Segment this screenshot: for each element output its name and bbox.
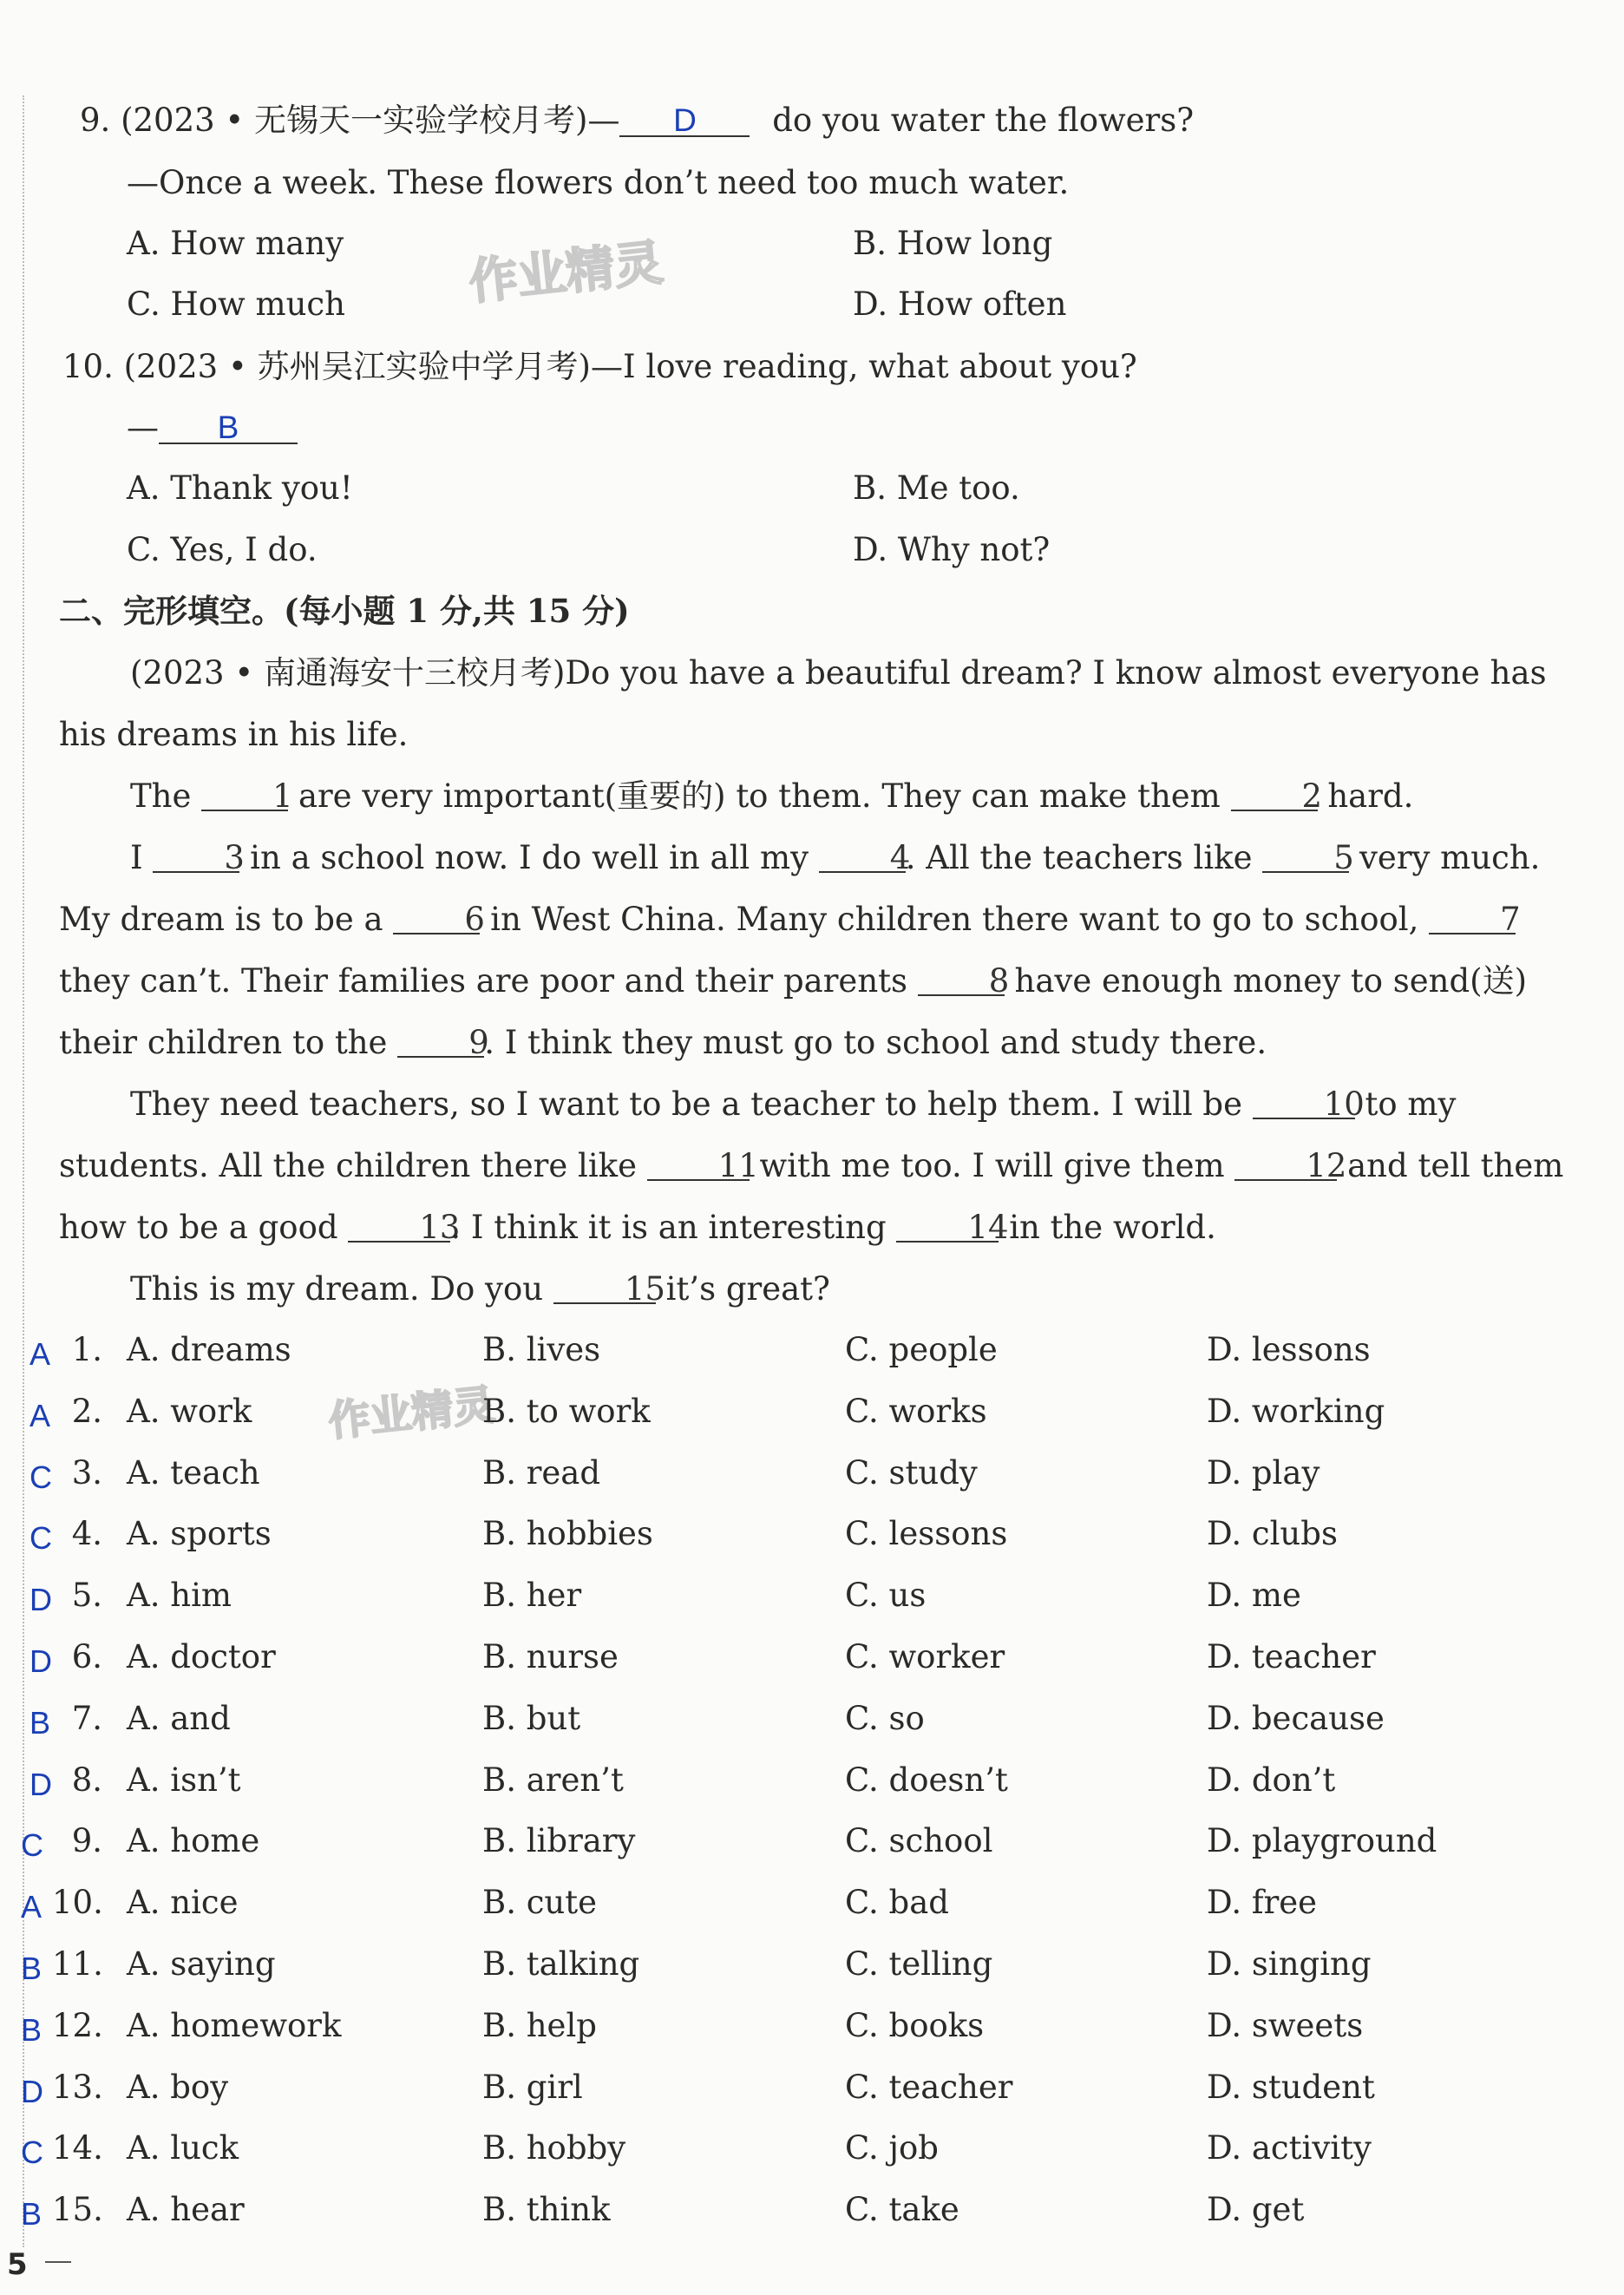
cloze-blank-2[interactable]: 2 [1231, 784, 1318, 811]
option-b[interactable]: B. her [482, 1577, 582, 1615]
option-d[interactable]: D. free [1207, 1884, 1318, 1922]
answer-mark: D [29, 1582, 52, 1618]
cloze-blank-5[interactable]: 5 [1262, 845, 1349, 873]
option-a[interactable]: A. work [127, 1392, 252, 1430]
cloze-item-number: 4. [71, 1515, 102, 1553]
option-d[interactable]: D. teacher [1207, 1638, 1376, 1675]
option-b[interactable]: B. lives [482, 1331, 601, 1368]
watermark-logo: 作业精灵 [326, 1380, 497, 1446]
passage-paragraph-4: They need teachers, so I want to be a teacher to help them. I will be 10 to my students. All the children there like 11 with me too. I will give them 12 and tell them how to be a good 13. I think it is an interesting 14 in the world. [59, 1085, 1564, 1246]
option-a[interactable]: A. saying [127, 1945, 276, 1983]
cloze-blank-8[interactable]: 8 [918, 968, 1005, 996]
page-number-dash [45, 2261, 71, 2263]
option-c[interactable]: C. bad [845, 1884, 949, 1922]
answer-mark: D [29, 1643, 52, 1679]
section-title: 二、完形填空。(每小题 1 分,共 15 分) [59, 592, 630, 630]
question-number: 9. [80, 102, 111, 139]
cloze-blank-4[interactable]: 4 [819, 845, 906, 873]
cloze-item-number: 2. [71, 1392, 102, 1430]
option-c[interactable]: C. us [845, 1577, 927, 1615]
cloze-item-number: 14. [52, 2129, 103, 2167]
option-d[interactable]: D. playground [1207, 1822, 1437, 1860]
option-b[interactable]: B. aren’t [482, 1761, 624, 1799]
cloze-blank-9[interactable]: 9 [397, 1030, 484, 1058]
option-a[interactable]: A. How many [127, 225, 344, 262]
option-a[interactable]: A. him [127, 1577, 232, 1615]
option-d[interactable]: D. activity [1207, 2129, 1372, 2167]
question-9-reply: —Once a week. These flowers don’t need too much water. [127, 164, 1070, 201]
option-c[interactable]: C. study [845, 1453, 978, 1492]
option-a[interactable]: A. homework [127, 2006, 342, 2044]
option-d[interactable]: D. me [1207, 1577, 1301, 1615]
option-c[interactable]: C. so [845, 1699, 925, 1737]
option-b[interactable]: B. talking [482, 1945, 640, 1983]
question-source: (2023 • 无锡天一实验学校月考)— [121, 102, 620, 139]
option-a[interactable]: A. and [127, 1699, 231, 1737]
answer-mark: B [21, 2011, 43, 2048]
option-d[interactable]: D. lessons [1207, 1331, 1371, 1368]
option-b[interactable]: B. cute [482, 1884, 598, 1922]
option-c[interactable]: C. people [845, 1331, 998, 1368]
answer-mark: D [21, 2073, 43, 2109]
option-a[interactable]: A. Thank you! [127, 469, 353, 507]
question-number: 10. [62, 348, 114, 385]
cloze-blank-1[interactable]: 1 [201, 784, 288, 811]
answer-mark: B [29, 1704, 51, 1741]
option-c[interactable]: C. teacher [845, 2068, 1013, 2106]
answer-mark: C [21, 1827, 43, 1864]
answer-mark: A [29, 1397, 51, 1433]
option-c[interactable]: C. books [845, 2006, 985, 2044]
passage-paragraph-2: The 1 are very important(重要的) to them. They can make them 2 hard. [130, 777, 1414, 815]
option-d[interactable]: D. play [1207, 1453, 1320, 1492]
option-d[interactable]: D. don’t [1207, 1761, 1336, 1799]
answer-mark: A [29, 1336, 51, 1372]
answer-mark: C [29, 1459, 52, 1495]
cloze-blank-11[interactable]: 11 [647, 1153, 750, 1181]
option-d[interactable]: D. clubs [1207, 1515, 1338, 1553]
option-b[interactable]: B. help [482, 2006, 597, 2044]
option-a[interactable]: A. hear [127, 2191, 245, 2229]
option-c[interactable]: C. doesn’t [845, 1761, 1008, 1799]
option-b[interactable]: B. nurse [482, 1638, 619, 1675]
answer-mark: A [21, 1889, 43, 1925]
option-a[interactable]: A. home [127, 1822, 260, 1860]
answer-mark: C [21, 2134, 43, 2171]
cloze-blank-7[interactable]: 7 [1429, 907, 1516, 934]
passage-paragraph-5: This is my dream. Do you 15 it’s great? [130, 1270, 830, 1308]
cloze-item-number: 5. [71, 1577, 102, 1615]
answer-mark: B [21, 2196, 43, 2233]
option-a[interactable]: A. luck [127, 2129, 239, 2167]
answer-mark: D [29, 1766, 52, 1802]
option-a[interactable]: A. dreams [127, 1331, 291, 1368]
option-c[interactable]: C. telling [845, 1945, 993, 1983]
question-9 [80, 104, 1194, 137]
option-a[interactable]: A. boy [127, 2068, 229, 2106]
option-d[interactable]: D. Why not? [853, 531, 1051, 568]
cloze-blank-15[interactable]: 15 [553, 1276, 656, 1304]
option-c[interactable]: C. lessons [845, 1515, 1008, 1553]
passage-paragraph-3: I 3 in a school now. I do well in all my 4. All the teachers like 5 very much. My dream is to be a 6 in West China. Many children there want to go to school, 7 they can’t. Their families are poor and their parents 8 have enough money to send(送) their children to the 9. I think they must go to school and study there. [59, 839, 1541, 1061]
cloze-item-number: 3. [71, 1453, 102, 1492]
option-d[interactable]: D. student [1207, 2068, 1375, 2106]
option-c[interactable]: C. take [845, 2191, 959, 2229]
cloze-blank-12[interactable]: 12 [1234, 1153, 1337, 1181]
option-b[interactable]: B. girl [482, 2068, 583, 2106]
option-d[interactable]: D. How often [853, 285, 1067, 323]
option-c[interactable]: C. worker [845, 1638, 1005, 1675]
binding-margin-line [23, 95, 24, 2247]
question-source: (2023 • 苏州吴江实验中学月考)—I love reading, what about you? [123, 348, 1137, 385]
watermark-logo: 作业精灵 [466, 234, 666, 311]
question-10 [62, 348, 1137, 385]
cloze-item-number: 15. [52, 2191, 103, 2229]
cloze-item-number: 1. [71, 1331, 102, 1368]
option-a[interactable]: A. nice [127, 1884, 239, 1922]
answer-mark: B [21, 1951, 43, 1986]
cloze-item-number: 11. [52, 1945, 103, 1983]
cloze-item-number: 7. [71, 1699, 102, 1737]
option-c[interactable]: C. How much [127, 285, 345, 323]
cloze-blank-14[interactable]: 14 [896, 1215, 999, 1243]
answer-blank[interactable]: D [619, 106, 750, 137]
cloze-blank-10[interactable]: 10 [1253, 1092, 1355, 1119]
answer-blank[interactable]: B [159, 413, 298, 444]
option-d[interactable]: D. because [1207, 1699, 1385, 1737]
cloze-blank-13[interactable]: 13 [348, 1215, 450, 1243]
cloze-item-number: 9. [71, 1822, 102, 1860]
option-b[interactable]: B. hobbies [482, 1515, 653, 1553]
answer-mark: C [29, 1520, 52, 1557]
option-c[interactable]: C. job [845, 2129, 939, 2167]
option-d[interactable]: D. get [1207, 2191, 1305, 2229]
question-text: do you water the flowers? [772, 102, 1195, 139]
option-b[interactable]: B. How long [853, 225, 1053, 262]
option-c[interactable]: C. works [845, 1392, 987, 1430]
page-number: 5 [7, 2247, 28, 2282]
option-a[interactable]: A. sports [127, 1515, 272, 1553]
question-10-reply [127, 411, 298, 444]
option-c[interactable]: C. Yes, I do. [127, 531, 318, 568]
option-d[interactable]: D. sweets [1207, 2006, 1364, 2044]
option-b[interactable]: B. hobby [482, 2129, 626, 2167]
option-a[interactable]: A. teach [127, 1453, 260, 1492]
option-a[interactable]: A. doctor [127, 1638, 276, 1675]
cloze-item-number: 12. [52, 2006, 103, 2044]
cloze-item-number: 13. [52, 2068, 103, 2106]
cloze-item-number: 10. [52, 1884, 103, 1922]
cloze-item-number: 8. [71, 1761, 102, 1799]
option-b[interactable]: B. library [482, 1822, 636, 1860]
option-b[interactable]: B. think [482, 2191, 611, 2229]
option-b[interactable]: B. Me too. [853, 469, 1020, 507]
option-b[interactable]: B. to work [482, 1392, 651, 1430]
cloze-blank-3[interactable]: 3 [153, 845, 239, 873]
option-b[interactable]: B. read [482, 1453, 601, 1492]
option-a[interactable]: A. isn’t [127, 1761, 241, 1799]
reply-dash: — [127, 409, 159, 446]
option-d[interactable]: D. singing [1207, 1945, 1372, 1983]
option-b[interactable]: B. but [482, 1699, 581, 1737]
cloze-item-number: 6. [71, 1638, 102, 1675]
option-d[interactable]: D. working [1207, 1392, 1385, 1430]
passage-paragraph-1: (2023 • 南通海安十三校月考)Do you have a beautiful dream? I know almost everyone has his dreams in his life. [59, 654, 1547, 753]
cloze-blank-6[interactable]: 6 [393, 907, 480, 934]
option-c[interactable]: C. school [845, 1822, 993, 1860]
